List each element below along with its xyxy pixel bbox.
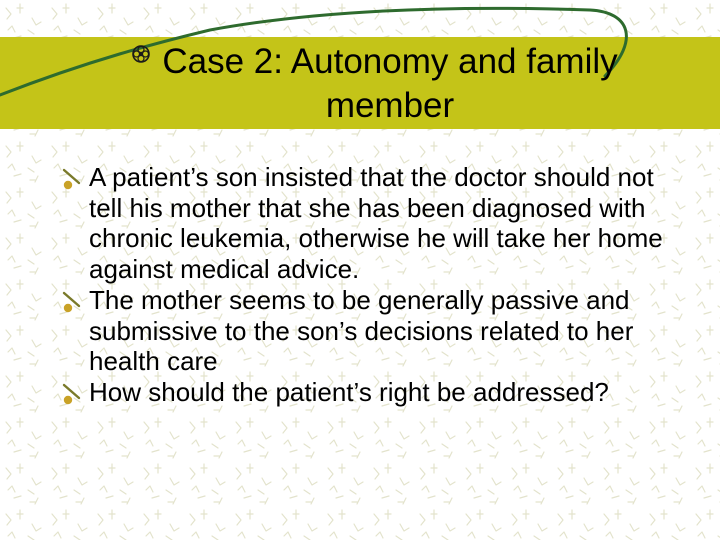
slide-title <box>60 40 720 128</box>
bullet-text: A patient’s son insisted that the doctor should not tell his mother that she has been diagnosed with chronic leukemia, otherwise he will take her home against medical advice. <box>89 162 663 285</box>
bullet-text: How should the patient’s right be addressed? <box>89 376 609 407</box>
bullet-sprout-icon <box>60 166 84 190</box>
flower-icon <box>130 43 152 65</box>
list-item <box>60 162 670 285</box>
title-line-1: Case 2: Autonomy and family <box>162 42 618 81</box>
bullet-sprout-icon <box>60 381 84 405</box>
bullet-sprout-icon <box>60 289 84 313</box>
title-line-2: member <box>325 86 455 125</box>
list-item <box>60 285 670 377</box>
bullet-list <box>60 162 670 408</box>
bullet-text: The mother seems to be generally passive and submissive to the son’s decisions related to her health care <box>89 284 634 377</box>
list-item <box>60 377 670 408</box>
